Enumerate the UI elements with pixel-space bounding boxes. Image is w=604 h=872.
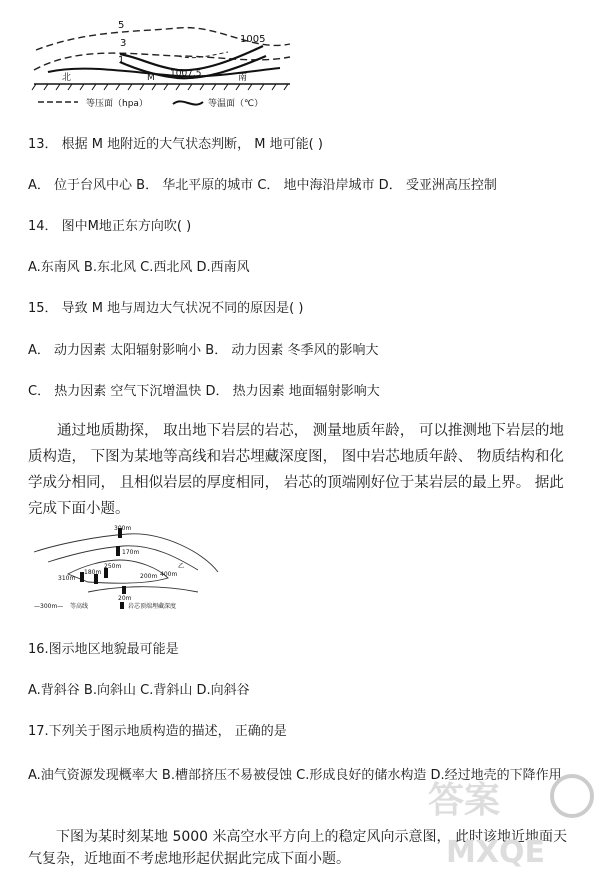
contour-label: 乙 [178,563,185,570]
place-label-m: M [147,73,155,83]
core-marker [116,546,120,556]
legend-isotherm-label: 等温面（℃） [208,99,264,109]
isotherm-label-3: 3 [120,38,127,49]
intro-geology-paragraph: 通过地质勘探， 取出地下岩层的岩芯， 测量地质年龄， 可以推测地下岩层的地质构造， 下图为某地等高线和岩芯埋藏深度图， 图中岩芯地质年龄、 物质结构和化学成分相同， 且相似岩层的厚度相同， 岩芯的顶端刚好位于某岩层的最上界。 据此完成下面小题。 [28,423,564,517]
legend-contour-label: 等高线 [70,603,89,610]
q15-options-2: C． 热力因素 空气下沉增温快 D． 热力因素 地面辐射影响大 [28,384,380,399]
contour-label: 200m [140,573,158,580]
legend-isobar-label: 等压面（hpa） [86,99,148,109]
legend-core-symbol [120,602,124,609]
intro-wind-paragraph: 下图为某时刻某地 5000 米高空水平方向上的稳定风向示意图， 此时该地近地面天气复杂，近地面不考虑地形起伏据此完成下面小题。 [28,829,567,867]
q14-stem: 14． 图中M地正东方向吹( ) [28,219,192,234]
q16-stem: 16.图示地区地貌最可能是 [28,642,179,657]
q13-stem: 13． 根据 M 地附近的大气状态判断， M 地可能( ) [28,137,323,152]
q17-stem: 17.下列关于图示地质构造的描述， 正确的是 [28,724,287,739]
q17-options: A.油气资源发现概率大 B.槽部挤压不易被侵蚀 C.形成良好的储水构造 D.经过地壳的下降作用 [28,768,562,783]
q13-options: A． 位于台风中心 B． 华北平原的城市 C． 地中海沿岸城市 D． 受亚洲高压控制 [28,178,497,193]
q16-options: A.背斜谷 B.向斜山 C.背斜山 D.向斜谷 [28,683,250,698]
place-label-north: 北 [62,73,72,83]
figure-contour-core [28,522,228,612]
legend-contour-sample: —300m— [34,603,64,610]
svg-text:MXQE: MXQE [446,835,545,868]
q15-stem: 15． 导致 M 地与周边大气状况不同的原因是( ) [28,301,304,316]
q15-options-1: A． 动力因素 太阳辐射影响小 B． 动力因素 冬季风的影响大 [28,343,379,358]
isotherm-label-5: 5 [118,20,125,31]
place-label-south: 南 [238,73,248,83]
svg-text:答案: 答案 [428,780,501,821]
contour-line [88,587,198,592]
ground-hatching [32,84,288,90]
isotherm-label-1: 1 [118,55,125,66]
q14-options: A.东南风 B.东北风 C.西北风 D.西南风 [28,260,250,275]
isobar-label-1005: 1005 [240,34,266,45]
contour-label: 170m [122,549,140,556]
legend-core-label: 岩芯顶端埋藏深度 [128,603,177,610]
isobar-label-1007: 1007.5 [170,69,202,79]
contour-label: 300m [114,525,132,532]
contour-label: 310m [58,575,76,582]
contour-label: 250m [104,563,122,570]
figure-isobar-isotherm [28,12,298,118]
core-marker [122,586,126,594]
contour-label: 180m [84,569,102,576]
contour-label: 400m [160,571,178,578]
contour-label: 20m [118,595,132,602]
legend-isotherm-symbol [173,101,203,104]
